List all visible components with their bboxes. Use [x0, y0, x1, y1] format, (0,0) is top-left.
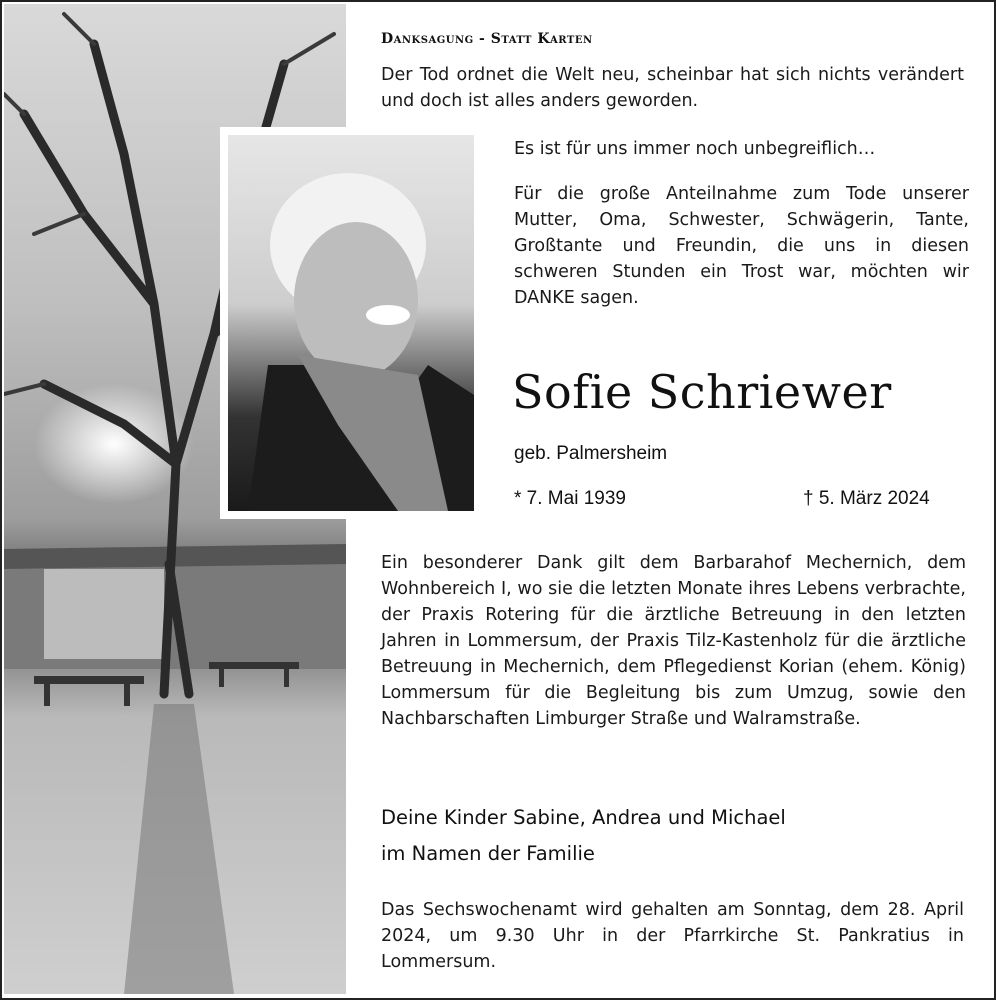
intro-text: Der Tod ordnet die Welt neu, scheinbar hat sich nichts verändert und doch ist alles anders geworden. [381, 65, 964, 111]
thanks-text: Für die große Anteilnahme zum Tode unserer Mutter, Oma, Schwester, Schwägerin, Tante, Großtante und Freundin, die uns in diesen schweren Stunden ein Trost war, möchten wir DANKE sagen. [514, 184, 969, 308]
portrait-figure [228, 135, 474, 511]
maiden-name: geb. Palmersheim [514, 443, 668, 464]
deceased-name: Sofie Schriewer [512, 365, 892, 419]
notice-heading: Danksagung - Statt Karten [381, 31, 593, 47]
portrait-photo [220, 127, 482, 519]
death-date: † 5. März 2024 [803, 488, 930, 509]
signature-block [381, 800, 786, 872]
family-line: im Namen der Familie [381, 842, 595, 865]
children-line: Deine Kinder Sabine, Andrea und Michael [381, 806, 786, 829]
special-thanks-text: Ein besonderer Dank gilt dem Barbarahof Mechernich, dem Wohnbereich I, wo sie die letzten Monate ihres Lebens verbrachte, der Praxis Rotering für die ärztliche Betreuung in den letzten Jahren in Lommersum, der Praxis Tilz-Kastenholz für die ärztliche Betreuung in Mechernich, dem Pflegedienst Korian (ehem. König) Lommersum für die Begleitung bis zum Umzug, sowie den Nachbarschaften Limburger Straße und Walramstraße. [381, 553, 966, 729]
unbegreiflich-text: Es ist für uns immer noch unbegreiflich… [514, 139, 876, 159]
service-text: Das Sechswochenamt wird gehalten am Sonntag, dem 28. April 2024, um 9.30 Uhr in der Pfarrkirche St. Pankratius in Lommersum. [381, 900, 964, 972]
birth-date: * 7. Mai 1939 [514, 488, 626, 509]
